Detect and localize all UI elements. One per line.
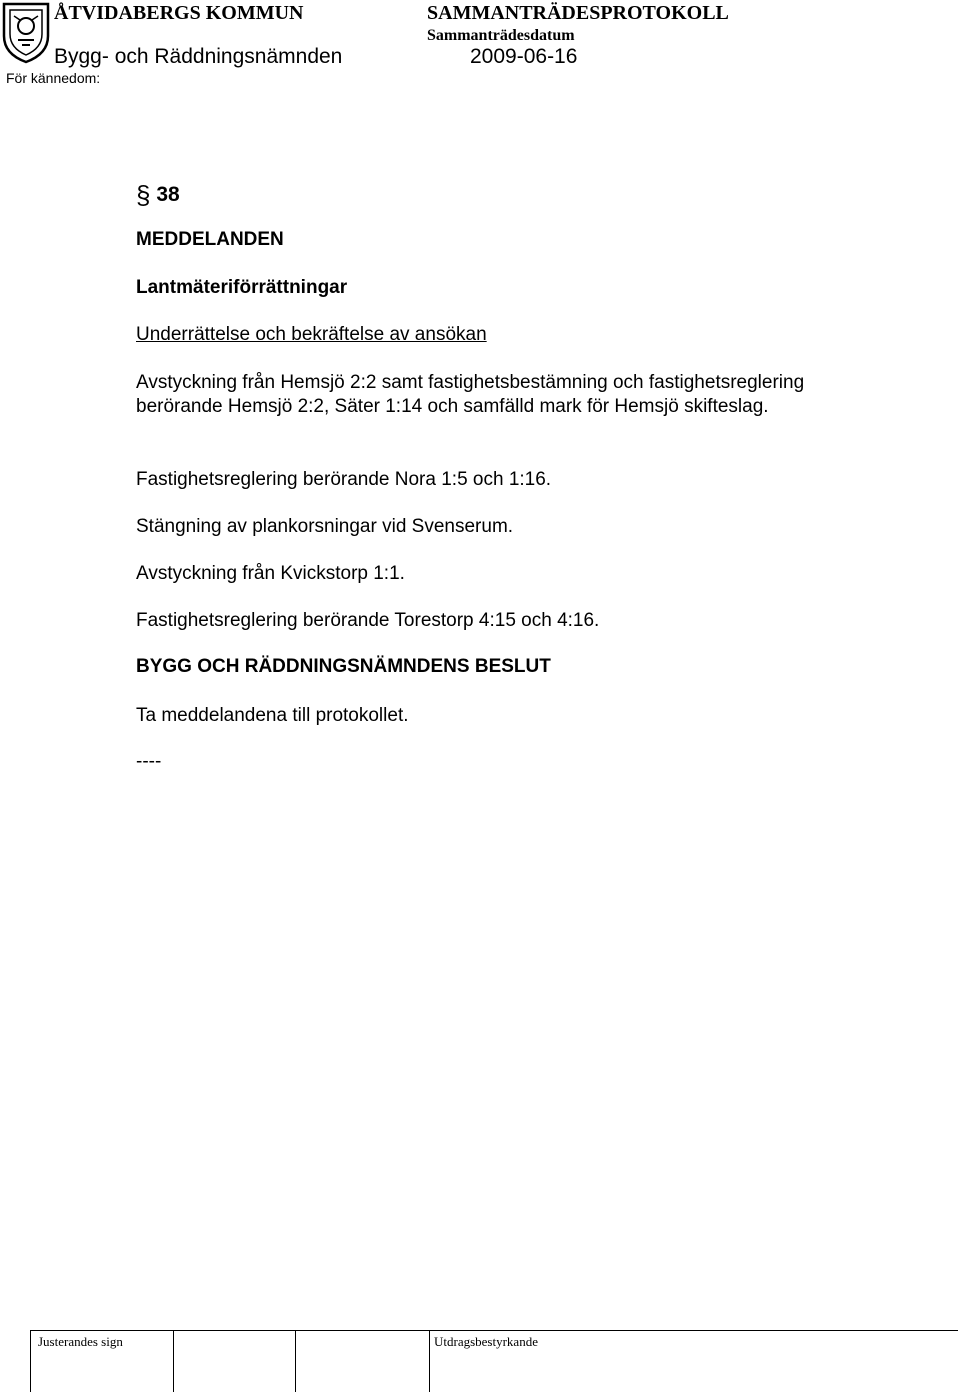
municipality-crest-icon xyxy=(0,0,52,64)
notice-heading: Underrättelse och bekräftelse av ansökan xyxy=(136,324,487,345)
footer-box-border xyxy=(30,1330,31,1392)
footer-box-border xyxy=(173,1330,174,1392)
section-number: 38 xyxy=(156,183,180,206)
section-heading xyxy=(136,180,180,211)
meeting-date-label: Sammanträdesdatum xyxy=(427,27,575,44)
section-sign: § xyxy=(136,180,151,210)
meeting-date: 2009-06-16 xyxy=(470,45,578,68)
paragraph: Avstyckning från Kvickstorp 1:1. xyxy=(136,563,405,584)
footer-box-border xyxy=(429,1330,430,1392)
for-information-label: För kännedom: xyxy=(6,70,101,86)
extract-certification-label: Utdragsbestyrkande xyxy=(434,1334,538,1349)
paragraph: Stängning av plankorsningar vid Svenserum. xyxy=(136,516,514,537)
signature-label: Justerandes sign xyxy=(38,1334,123,1349)
decision-heading: BYGG OCH RÄDDNINGSNÄMNDENS BESLUT xyxy=(136,656,551,677)
paragraph: Fastighetsreglering berörande Torestorp 4:15 och 4:16. xyxy=(136,610,600,631)
decision-text: Ta meddelandena till protokollet. xyxy=(136,705,409,726)
footer-divider xyxy=(30,1330,958,1331)
municipality-name: ÅTVIDABERGS KOMMUN xyxy=(54,2,304,24)
committee-name: Bygg- och Räddningsnämnden xyxy=(54,45,343,68)
paragraph: Fastighetsreglering berörande Nora 1:5 och 1:16. xyxy=(136,469,552,490)
paragraph: Avstyckning från Hemsjö 2:2 samt fastighetsbestämning och fastighetsreglering berörande Hemsjö 2:2, Säter 1:14 och samfälld mark för Hemsjö skifteslag. xyxy=(136,372,805,417)
footer-box-border xyxy=(295,1330,296,1392)
section-title: MEDDELANDEN xyxy=(136,229,284,250)
section-subtitle: Lantmäteriförrättningar xyxy=(136,277,348,298)
end-marker: ---- xyxy=(136,751,162,772)
document-type: SAMMANTRÄDESPROTOKOLL xyxy=(427,2,729,24)
